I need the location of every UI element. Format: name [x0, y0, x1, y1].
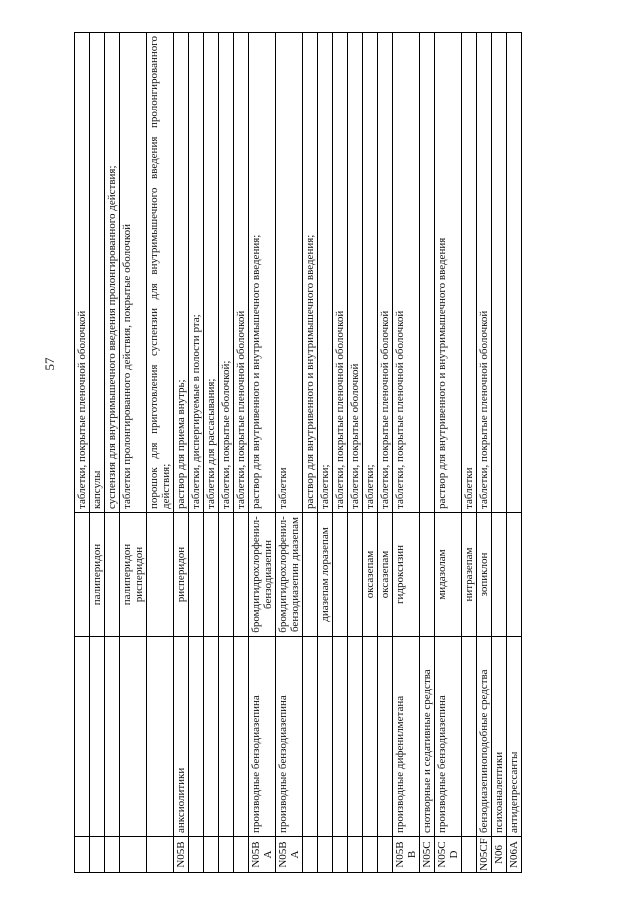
code-cell — [147, 837, 174, 873]
group-cell — [189, 637, 204, 837]
drug-cell: оксазепам — [363, 513, 378, 637]
drug-cell — [189, 513, 204, 637]
group-cell — [234, 637, 249, 837]
drug-cell — [105, 513, 120, 637]
form-cell: капсулы — [90, 33, 105, 513]
code-cell — [75, 837, 90, 873]
code-cell: N05BA — [276, 837, 303, 873]
rotated-table-container — [74, 33, 620, 873]
form-cell: таблетки — [462, 33, 477, 513]
group-cell — [318, 637, 333, 837]
drug-cell — [507, 513, 522, 637]
table-row — [105, 33, 120, 873]
table-row — [477, 33, 492, 873]
table-row — [189, 33, 204, 873]
table-row — [420, 33, 435, 873]
drug-cell — [219, 513, 234, 637]
drug-table — [74, 32, 522, 873]
code-cell — [234, 837, 249, 873]
code-cell — [204, 837, 219, 873]
drug-table-body — [75, 33, 522, 873]
code-cell — [303, 837, 318, 873]
group-cell — [219, 637, 234, 837]
form-cell: таблетки, покрытые оболочкой — [348, 33, 363, 513]
form-cell: таблетки, покрытые пленочной оболочкой — [477, 33, 492, 513]
group-cell: антидепрессанты — [507, 637, 522, 837]
form-cell — [420, 33, 435, 513]
form-cell: раствор для внутривенного и внутримышечного введения; — [303, 33, 318, 513]
form-cell: таблетки, покрытые пленочной оболочкой — [75, 33, 90, 513]
drug-cell: мидазолам — [435, 513, 462, 637]
drug-cell — [234, 513, 249, 637]
group-cell — [90, 637, 105, 837]
table-row — [348, 33, 363, 873]
form-cell: таблетки пролонгированного действия, покрытые оболочкой — [120, 33, 147, 513]
drug-cell: бромдигидрохлорфенил-бензодиазепин диазепам — [276, 513, 303, 637]
form-cell: таблетки, покрытые пленочной оболочкой — [234, 33, 249, 513]
table-row — [75, 33, 90, 873]
group-cell — [333, 637, 348, 837]
table-row — [90, 33, 105, 873]
table-row — [249, 33, 276, 873]
code-cell — [105, 837, 120, 873]
code-cell — [189, 837, 204, 873]
page-number: 57 — [42, 357, 57, 371]
drug-cell: зопиклон — [477, 513, 492, 637]
group-cell — [462, 637, 477, 837]
code-cell — [378, 837, 393, 873]
form-cell: таблетки, диспергируемые в полости рта; — [189, 33, 204, 513]
form-cell: суспензия для внутримышечного введения пролонгированного действия; — [105, 33, 120, 513]
group-cell — [363, 637, 378, 837]
group-cell — [105, 637, 120, 837]
code-cell — [333, 837, 348, 873]
table-row — [120, 33, 147, 873]
table-row — [492, 33, 507, 873]
table-row — [303, 33, 318, 873]
drug-cell — [492, 513, 507, 637]
group-cell: производные дифенилметана — [393, 637, 420, 837]
table-row — [333, 33, 348, 873]
form-cell — [492, 33, 507, 513]
table-row — [219, 33, 234, 873]
group-cell — [75, 637, 90, 837]
drug-cell: палиперидон рисперидон — [120, 513, 147, 637]
group-cell — [147, 637, 174, 837]
form-cell: таблетки; — [318, 33, 333, 513]
group-cell — [378, 637, 393, 837]
group-cell — [303, 637, 318, 837]
table-row — [378, 33, 393, 873]
table-row — [462, 33, 477, 873]
drug-cell: палиперидон — [90, 513, 105, 637]
code-cell — [318, 837, 333, 873]
table-row — [234, 33, 249, 873]
group-cell — [204, 637, 219, 837]
code-cell: N05CD — [435, 837, 462, 873]
form-cell: порошок для приготовления суспензии для внутримышечного введения пролонгированного действия; — [147, 33, 174, 513]
table-row — [363, 33, 378, 873]
drug-cell: рисперидон — [174, 513, 189, 637]
drug-cell — [348, 513, 363, 637]
form-cell: таблетки, покрытые пленочной оболочкой — [333, 33, 348, 513]
drug-cell: нитразепам — [462, 513, 477, 637]
form-cell — [507, 33, 522, 513]
form-cell: таблетки, покрытые пленочной оболочкой — [378, 33, 393, 513]
drug-cell — [204, 513, 219, 637]
table-row — [147, 33, 174, 873]
form-cell: таблетки, покрытые оболочкой; — [219, 33, 234, 513]
form-cell: раствор для приема внутрь; — [174, 33, 189, 513]
drug-cell — [75, 513, 90, 637]
table-row — [204, 33, 219, 873]
code-cell: N05CF — [478, 838, 490, 871]
code-cell: N05C — [420, 837, 435, 873]
drug-cell: оксазепам — [378, 513, 393, 637]
group-cell: производные бензодиазепина — [249, 637, 276, 837]
code-cell — [462, 837, 477, 873]
drug-cell — [147, 513, 174, 637]
code-cell: N06A — [507, 837, 522, 873]
form-cell: раствор для внутривенного и внутримышечного введения — [435, 33, 462, 513]
code-cell — [90, 837, 105, 873]
code-cell — [120, 837, 147, 873]
form-cell: таблетки для рассасывания; — [204, 33, 219, 513]
group-cell — [348, 637, 363, 837]
drug-cell — [303, 513, 318, 637]
group-cell: производные бензодиазепина — [276, 637, 303, 837]
code-cell — [348, 837, 363, 873]
code-cell: N06 — [492, 837, 507, 873]
group-cell: бензодиазепиноподобные средства — [477, 637, 492, 837]
form-cell: таблетки — [276, 33, 303, 513]
group-cell: снотворные и седативные средства — [420, 637, 435, 837]
table-row — [435, 33, 462, 873]
group-cell: психоаналептики — [492, 637, 507, 837]
table-row — [276, 33, 303, 873]
code-cell — [363, 837, 378, 873]
form-cell: таблетки; — [363, 33, 378, 513]
drug-cell: диазепам лоразепам — [318, 513, 333, 637]
code-cell: N05B — [174, 837, 189, 873]
table-row — [318, 33, 333, 873]
drug-cell — [333, 513, 348, 637]
drug-cell: бромдигидрохлорфенил-бензодиазепин — [249, 513, 276, 637]
code-cell — [219, 837, 234, 873]
drug-cell — [420, 513, 435, 637]
table-row — [174, 33, 189, 873]
drug-cell: гидроксизин — [393, 513, 420, 637]
table-row — [507, 33, 522, 873]
form-cell: раствор для внутривенного и внутримышечного введения; — [249, 33, 276, 513]
code-cell: N05BB — [393, 837, 420, 873]
group-cell — [120, 637, 147, 837]
form-cell: таблетки, покрытые пленочной оболочкой — [393, 33, 420, 513]
code-cell: N05BA — [249, 837, 276, 873]
group-cell: анксиолитики — [174, 637, 189, 837]
table-row — [393, 33, 420, 873]
group-cell: производные бензодиазепина — [435, 637, 462, 837]
